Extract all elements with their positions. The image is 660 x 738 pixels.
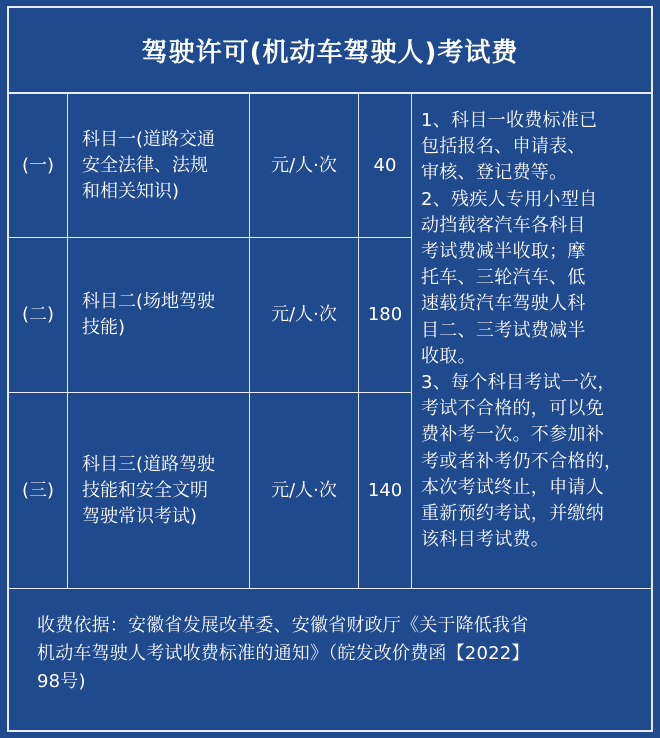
row-index-label: (一) bbox=[21, 154, 55, 176]
fee-value: 180 bbox=[367, 304, 403, 325]
subject-cell bbox=[68, 393, 249, 588]
fee-table-panel bbox=[7, 6, 653, 732]
note-line: 包括报名、申请表、 bbox=[421, 136, 586, 158]
fee-value: 140 bbox=[367, 479, 403, 501]
unit-label: 元/人·次 bbox=[271, 304, 337, 325]
note-line: 费补考一次。不参加补 bbox=[421, 424, 604, 446]
note-line: 目二、三考试费减半 bbox=[421, 319, 586, 341]
subject-line: 和相关知识) bbox=[82, 180, 180, 202]
unit-label: 元/人·次 bbox=[271, 479, 337, 501]
subject-line: 安全法律、法规 bbox=[82, 154, 208, 176]
row-index-label: (二) bbox=[21, 304, 55, 325]
basis-line: 收费依据：安徽省发展改革委、安徽省财政厅《关于降低我省 bbox=[37, 615, 529, 636]
note-line: 重新预约考试，并缴纳 bbox=[421, 503, 604, 525]
basis-line: 98号) bbox=[37, 671, 86, 692]
note-line: 收取。 bbox=[421, 345, 476, 367]
notes-text bbox=[421, 108, 643, 553]
row-index-label: (三) bbox=[21, 479, 55, 501]
fee-cell bbox=[359, 94, 411, 237]
note-line: 速载货汽车驾驶人科 bbox=[421, 293, 586, 315]
note-line: 该科目考试费。 bbox=[421, 529, 550, 551]
note-line: 考试不合格的，可以免 bbox=[421, 398, 604, 420]
table-row-index bbox=[9, 94, 67, 237]
fee-basis-text bbox=[37, 612, 637, 696]
subject-line: 科目三(道路驾驶 bbox=[82, 453, 216, 475]
subject-line: 驾驶常识考试) bbox=[82, 505, 198, 527]
subject-line: 科目一(道路交通 bbox=[82, 128, 216, 150]
note-line: 3、每个科目考试一次， bbox=[421, 372, 616, 394]
table-bottom-border bbox=[9, 588, 651, 589]
subject-cell bbox=[68, 94, 249, 237]
note-line: 考试费减半收取；摩 bbox=[421, 241, 586, 263]
note-line: 审核、登记费等。 bbox=[421, 162, 568, 184]
table-row-index bbox=[9, 238, 67, 392]
subject-line: 科目二(场地驾驶 bbox=[82, 291, 216, 312]
subject-line: 技能和安全文明 bbox=[82, 479, 208, 501]
note-line: 托车、三轮汽车、低 bbox=[421, 267, 586, 289]
fee-value: 40 bbox=[373, 154, 397, 176]
page-title: 驾驶许可(机动车驾驶人)考试费 bbox=[9, 8, 651, 94]
column-divider bbox=[411, 94, 412, 588]
note-line: 2、残疾人专用小型自 bbox=[421, 188, 598, 210]
unit-cell bbox=[250, 238, 358, 392]
subject-line: 技能) bbox=[82, 317, 126, 338]
note-line: 本次考试终止，申请人 bbox=[421, 476, 604, 498]
table-row-index bbox=[9, 393, 67, 588]
note-line: 1、科目一收费标准已 bbox=[421, 110, 598, 131]
subject-cell bbox=[68, 238, 249, 392]
unit-cell bbox=[250, 393, 358, 588]
basis-line: 机动车驾驶人考试收费标准的通知》（皖发改价费函【2022】 bbox=[37, 643, 530, 664]
note-line: 考或者补考仍不合格的， bbox=[421, 450, 623, 472]
unit-cell bbox=[250, 94, 358, 237]
fee-cell bbox=[359, 238, 411, 392]
note-line: 动挡载客汽车各科目 bbox=[421, 214, 586, 236]
fee-cell bbox=[359, 393, 411, 588]
unit-label: 元/人·次 bbox=[271, 154, 337, 176]
